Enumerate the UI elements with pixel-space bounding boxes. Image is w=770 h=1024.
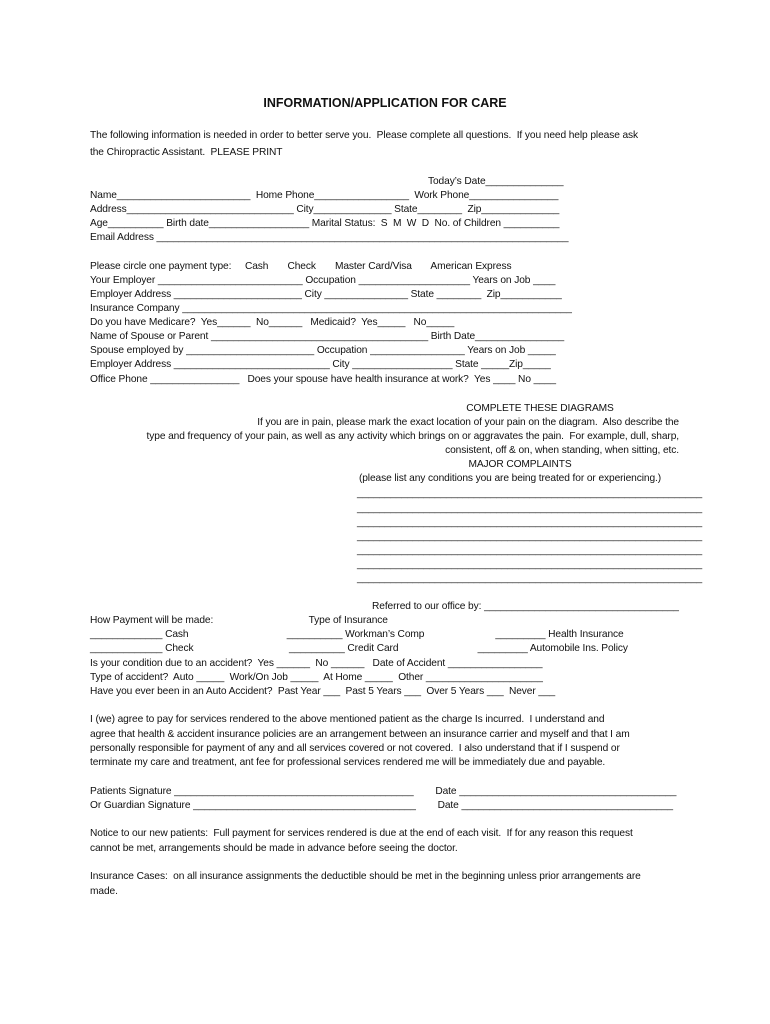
employer-fields[interactable]: Your Employer __________________________ Occupation ____________________ Years on Job ____	[90, 275, 556, 286]
agreement-text: I (we) agree to pay for services rendered to the above mentioned patient as the charge Is incurred. I understand and	[90, 714, 605, 725]
accident-type-fields[interactable]: Type of accident? Auto _____ Work/On Job _____ At Home _____ Other _____________________	[90, 672, 543, 683]
employer-address-fields[interactable]: Employer Address _______________________ City _______________ State ________ Zip___________	[90, 289, 562, 300]
intro-line: the Chiropractic Assistant. PLEASE PRINT	[90, 147, 283, 158]
notice-text: Notice to our new patients: Full payment for services rendered is due at the end of each visit. If for any reason this request	[90, 828, 633, 839]
spouse-name-fields[interactable]: Name of Spouse or Parent _______________________________________ Birth Date________________	[90, 331, 565, 342]
form-title: INFORMATION/APPLICATION FOR CARE	[263, 96, 507, 110]
complaint-line[interactable]: ______________________________________________________________	[357, 573, 703, 584]
complaints-note: (please list any conditions you are being treated for or experiencing.)	[358, 473, 662, 484]
office-phone-fields[interactable]: Office Phone ________________ Does your spouse have health insurance at work? Yes ____ No ____	[90, 374, 556, 385]
payment-heading: How Payment will be made: Type of Insurance	[90, 615, 388, 626]
payment-type-options[interactable]: Please circle one payment type: Cash Check Master Card/Visa American Express	[90, 261, 512, 272]
diagram-instructions: consistent, off & on, when standing, when sitting, etc.	[445, 445, 679, 456]
complaint-line[interactable]: ______________________________________________________________	[357, 517, 703, 528]
email-field[interactable]: Email Address __________________________________________________________________________	[90, 232, 569, 243]
insurance-cases-text: made.	[90, 886, 118, 897]
insurance-cases-text: Insurance Cases: on all insurance assignments the deductible should be met in the beginning unless prior arrangements are	[90, 871, 641, 882]
intro-line: The following information is needed in order to better serve you. Please complete all questions. If you need help please ask	[90, 130, 639, 141]
complaint-line[interactable]: ______________________________________________________________	[357, 503, 703, 514]
major-complaints-heading: MAJOR COMPLAINTS	[468, 459, 572, 470]
address-fields[interactable]: Address______________________________ City______________ State________ Zip______________	[90, 204, 560, 215]
complaint-line[interactable]: ______________________________________________________________	[357, 488, 703, 499]
medicare-fields[interactable]: Do you have Medicare? Yes______ No______ Medicaid? Yes_____ No_____	[90, 317, 455, 328]
diagram-instructions: type and frequency of your pain, as well as any activity which brings on or aggravates the pain. For example, dull, sharp,	[146, 431, 679, 442]
diagram-instructions: If you are in pain, please mark the exact location of your pain on the diagram. Also describe the	[257, 417, 679, 428]
todays-date-field[interactable]: Today’s Date______________	[428, 176, 564, 187]
name-phone-fields[interactable]: Name________________________ Home Phone_________________ Work Phone________________	[90, 190, 559, 201]
agreement-text: personally responsible for payment of any and all services covered or not covered. I also understand that if I suspend or	[90, 743, 620, 754]
agreement-text: agree that health & accident insurance policies are an arrangement between an insurance carrier and myself and that I am	[90, 729, 630, 740]
guardian-signature-field[interactable]: Or Guardian Signature ________________________________________ Date ______________________________________	[90, 800, 673, 811]
complaint-line[interactable]: ______________________________________________________________	[357, 545, 703, 556]
spouse-employer-address-fields[interactable]: Employer Address ____________________________ City __________________ State _____Zip_____	[90, 359, 551, 370]
agreement-text: terminate my care and treatment, ant fee for professional services rendered me will be immediately due and payable.	[90, 757, 606, 768]
payment-options-row[interactable]: _____________ Cash __________ Workman’s Comp _________ Health Insurance	[90, 629, 624, 640]
insurance-company-field[interactable]: Insurance Company ______________________________________________________________________	[90, 303, 572, 314]
patient-signature-field[interactable]: Patients Signature ___________________________________________ Date _______________________________________	[90, 786, 677, 797]
diagrams-heading: COMPLETE THESE DIAGRAMS	[466, 403, 614, 414]
referred-by-field[interactable]: Referred to our office by: ___________________________________	[372, 601, 679, 612]
complaint-line[interactable]: ______________________________________________________________	[357, 559, 703, 570]
accident-fields[interactable]: Is your condition due to an accident? Yes ______ No ______ Date of Accident _________________	[90, 658, 543, 669]
notice-text: cannot be met, arrangements should be made in advance before seeing the doctor.	[90, 843, 458, 854]
payment-options-row[interactable]: _____________ Check __________ Credit Card _________ Automobile Ins. Policy	[90, 643, 628, 654]
age-marital-fields[interactable]: Age__________ Birth date__________________ Marital Status: S M W D No. of Children __________	[90, 218, 560, 229]
complaint-line[interactable]: ______________________________________________________________	[357, 531, 703, 542]
auto-accident-fields[interactable]: Have you ever been in an Auto Accident? Past Year ___ Past 5 Years ___ Over 5 Years ___ Never ___	[90, 686, 556, 697]
spouse-employer-fields[interactable]: Spouse employed by _______________________ Occupation _________________ Years on Job _____	[90, 345, 556, 356]
